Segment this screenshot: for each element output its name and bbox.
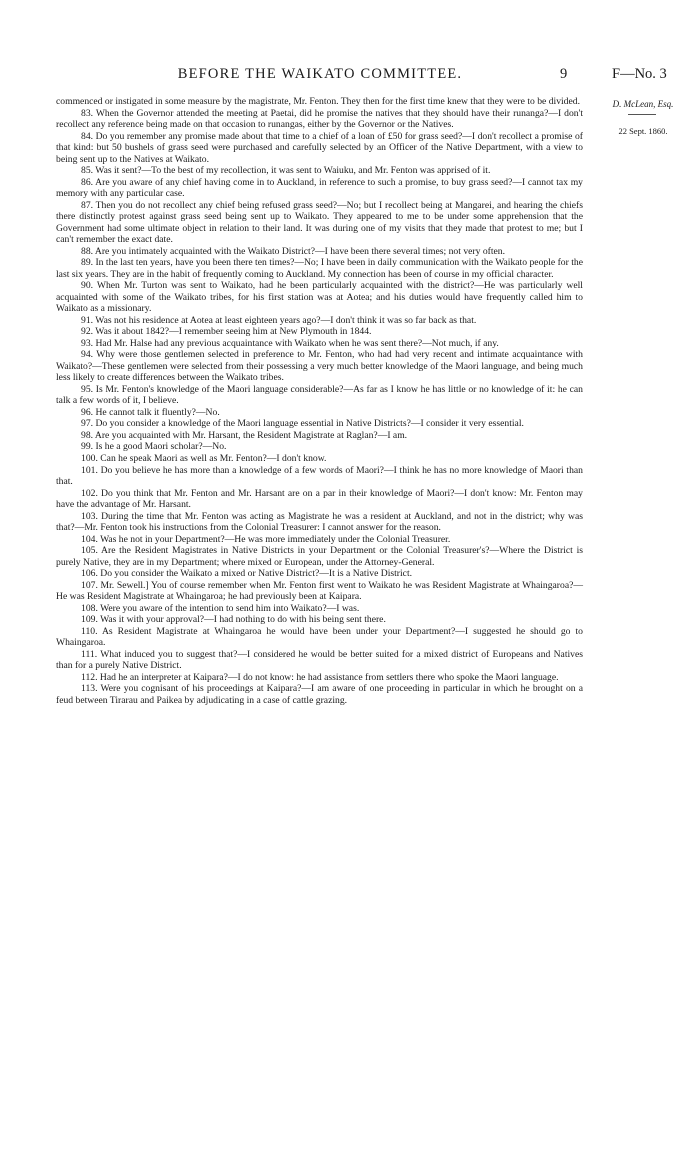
paragraph: 100. Can he speak Maori as well as Mr. Fenton?—I don't know. (81, 452, 327, 464)
page-title: BEFORE THE WAIKATO COMMITTEE. (177, 66, 463, 82)
paragraph: 93. Had Mr. Halse had any previous acquaintance with Waikato when he was sent there?—Not much, if any. (81, 337, 499, 349)
margin-divider (628, 114, 656, 115)
paragraph: 111. What induced you to suggest that?—I considered he would be better suited for a mixed district of Europeans and Natives than for a purely Native District. (56, 648, 583, 672)
paragraph: 97. Do you consider a knowledge of the Maori language essential in Native Districts?—I consider it very essential. (81, 418, 524, 430)
paragraph: 94. Why were those gentlemen selected in preference to Mr. Fenton, who had had very recent and intimate acquaintance with Waikato?—These gentlemen were selected from their possessing a very much better knowledge of the Maori language, and being much less likely to create differences between the Waikato tribes. (56, 349, 583, 384)
document-reference: F—No. 3 (612, 66, 667, 82)
paragraph: 98. Are you acquainted with Mr. Harsant, the Resident Magistrate at Raglan?—I am. (81, 429, 408, 441)
paragraph: commenced or instigated in some measure by the magistrate, Mr. Fenton. They then for the first time knew that they were to be divided. (56, 96, 580, 107)
paragraph: 90. When Mr. Turton was sent to Waikato, had he been particularly acquainted with the district?—He was particularly well acquainted with some of the Waikato tribes, for his first station was at Aotea; and his duties would have frequently called him to Waikato as a missionary. (56, 280, 583, 315)
paragraph: 86. Are you aware of any chief having come in to Auckland, in reference to such a promise, to buy grass seed?—I cannot tax my memory with any particular case. (56, 176, 583, 200)
paragraph: 103. During the time that Mr. Fenton was acting as Magistrate he was a resident at Auckland, and not in the district; why was that?—Mr. Fenton took his instructions from the Colonial Treasurer: I cannot answer for the reason. (56, 510, 583, 534)
paragraph: 109. Was it with your approval?—I had nothing to do with his being sent there. (81, 614, 386, 626)
paragraph: 99. Is he a good Maori scholar?—No. (81, 441, 227, 453)
paragraph: 84. Do you remember any promise made about that time to a chief of a loan of £50 for grass seed?—I don't recollect a promise of that kind: but 50 bushels of grass seed were purchased and carefully selected by an Officer of the Native Department, with a view to being sent up to the Natives at Waikato. (56, 130, 583, 165)
margin-witness-name: D. McLean, Esq. (612, 99, 674, 109)
paragraph: 112. Had he an interpreter at Kaipara?—I do not know: he had assistance from settlers there who spoke the Maori language. (81, 671, 559, 683)
paragraph: 87. Then you do not recollect any chief being refused grass seed?—No; but I recollect being at Mangarei, and hearing the chiefs there distinctly protest against grass seed being sent up to Waikato. They appeared to me to be under some apprehension that the Government had some ultimate object in relation to their land. It was during one of my visits that they made that protest to me; but I can't remember the exact date. (56, 199, 583, 246)
paragraph: 95. Is Mr. Fenton's knowledge of the Maori language considerable?—As far as I know he has little or no knowledge of it: he can talk a few words of it, I believe. (56, 383, 583, 407)
evidence-text (56, 96, 583, 706)
margin-date: 22 Sept. 1860. (618, 126, 668, 136)
paragraph: 96. He cannot talk it fluently?—No. (81, 406, 220, 418)
paragraph: 101. Do you believe he has more than a knowledge of a few words of Maori?—I think he has no more knowledge of Maori than that. (56, 464, 583, 488)
paragraph: 106. Do you consider the Waikato a mixed or Native District?—It is a Native District. (81, 568, 413, 580)
paragraph: 110. As Resident Magistrate at Whaingaroa he would have been under your Department?—I suggested he should go to Whaingaroa. (56, 625, 583, 649)
paragraph: 113. Were you cognisant of his proceedings at Kaipara?—I am aware of one proceeding in particular in which he brought on a feud between Tirarau and Paikea by adjudicating in a case of cattle grazing. (56, 683, 583, 706)
paragraph: 104. Was he not in your Department?—He was more immediately under the Colonial Treasurer. (81, 533, 451, 545)
paragraph: 89. In the last ten years, have you been there ten times?—No; I have been in daily communication with the Waikato people for the last six years. They are in the habit of frequently coming to Auckland. My connection has been of course in my official character. (56, 257, 583, 280)
paragraph: 102. Do you think that Mr. Fenton and Mr. Harsant are on a par in their knowledge of Maori?—I don't know: Mr. Fenton may have the advantage of Mr. Harsant. (56, 487, 583, 511)
paragraph: 107. Mr. Sewell.] You of course remember when Mr. Fenton first went to Waikato he was Resident Magistrate at Whaingaroa?—He was Resident Magistrate at Whaingaroa; he had previously been at Kaipara. (56, 579, 583, 603)
paragraph: 92. Was it about 1842?—I remember seeing him at New Plymouth in 1844. (81, 326, 372, 338)
paragraph: 105. Are the Resident Magistrates in Native Districts in your Department or the Colonial Treasurer's?—Where the District is purely Native, they are in my Department; where mixed or European, under the Attorney-General. (56, 545, 583, 568)
paragraph: 91. Was not his residence at Aotea at least eighteen years ago?—I don't think it was so far back as that. (81, 314, 477, 326)
paragraph: 83. When the Governor attended the meeting at Paetai, did he promise the natives that they should have their runanga?—I don't recollect any reference being made on that occasion to runangas, either by the Governor or the Natives. (56, 107, 583, 131)
paragraph: 108. Were you aware of the intention to send him into Waikato?—I was. (81, 602, 360, 614)
paragraph: 88. Are you intimately acquainted with the Waikato District?—I have been there several times; not very often. (81, 245, 506, 257)
page-number: 9 (560, 66, 568, 82)
paragraph: 85. Was it sent?—To the best of my recollection, it was sent to Waiuku, and Mr. Fenton was apprised of it. (81, 165, 491, 177)
page-header (0, 66, 700, 86)
